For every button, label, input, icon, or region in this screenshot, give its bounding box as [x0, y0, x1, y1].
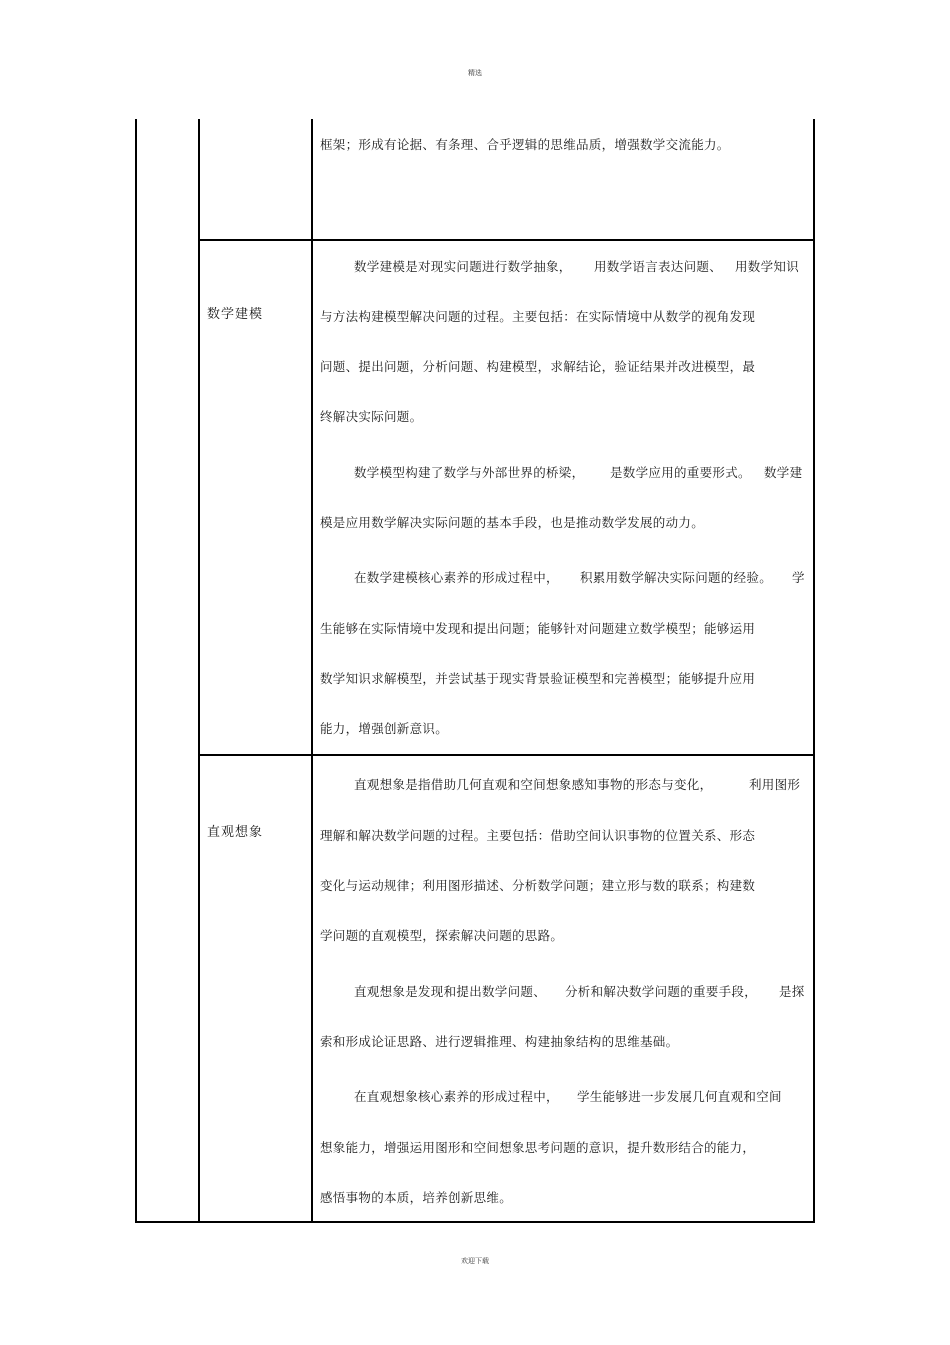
text-line: 框架；形成有论据、有条理、合乎逻辑的思维品质，增强数学交流能力。: [320, 137, 730, 152]
page-footer: 欢迎下载: [461, 1257, 489, 1265]
text-line: 能力，增强创新意识。: [320, 721, 449, 736]
border-bottom: [135, 1221, 815, 1223]
page-header: 精选: [468, 69, 482, 77]
text-line: 数学知识求解模型，并尝试基于现实背景验证模型和完善模型；能够提升应用: [320, 671, 756, 686]
border-col1: [198, 119, 200, 1223]
text-line: 想象能力，增强运用图形和空间想象思考问题的意识，提升数形结合的能力，: [320, 1140, 756, 1155]
text-line: 感悟事物的本质，培养创新思维。: [320, 1190, 513, 1205]
text-line: 模是应用数学解决实际问题的基本手段，也是推动数学发展的动力。: [320, 515, 705, 530]
text-line: 与方法构建模型解决问题的过程。主要包括：在实际情境中从数学的视角发现: [320, 309, 756, 324]
text-line: 终解决实际问题。: [320, 409, 423, 424]
border-right: [813, 119, 815, 1223]
border-left: [135, 119, 137, 1223]
text-line: 变化与运动规律；利用图形描述、分析数学问题；建立形与数的联系；构建数: [320, 878, 756, 893]
text-line: 生能够在实际情境中发现和提出问题；能够针对问题建立数学模型；能够运用: [320, 621, 756, 636]
border-row-1: [198, 239, 815, 241]
row-label-intuition: 直观想象: [207, 825, 264, 840]
row-label-modeling: 数学建模: [207, 307, 264, 322]
text-line: 索和形成论证思路、进行逻辑推理、构建抽象结构的思维基础。: [320, 1034, 679, 1049]
text-line: 学问题的直观模型，探索解决问题的思路。: [320, 928, 564, 943]
border-col2: [311, 119, 313, 1223]
text-line: 问题、提出问题，分析问题、构建模型，求解结论，验证结果并改进模型，最: [320, 359, 756, 374]
text-line: 理解和解决数学问题的过程。主要包括：借助空间认识事物的位置关系、形态: [320, 828, 756, 843]
border-row-2: [198, 754, 815, 756]
